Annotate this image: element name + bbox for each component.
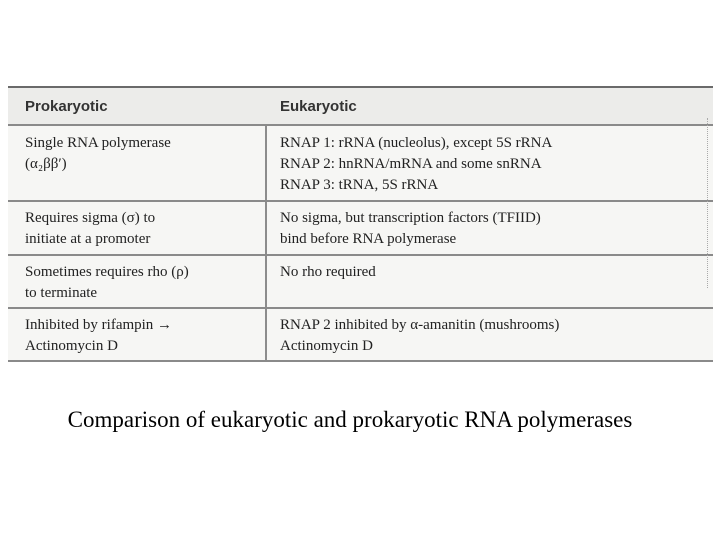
eukaryotic-cell: No sigma, but transcription factors (TFIID) bind before RNA polymerase <box>280 210 541 247</box>
table-header-row <box>8 88 713 126</box>
header-prokaryotic: Prokaryotic <box>25 98 108 115</box>
prokaryotic-cell: Requires sigma (σ) to initiate at a promoter <box>25 210 156 247</box>
eukaryotic-cell: RNAP 2 inhibited by α-amanitin (mushrooms) Actinomycin D <box>280 317 560 354</box>
header-eukaryotic: Eukaryotic <box>280 98 357 115</box>
prokaryotic-cell: Single RNA polymerase (α₂ββ′) <box>25 135 171 172</box>
table-row <box>8 126 713 202</box>
prokaryotic-cell: Inhibited by rifampin → Actinomycin D <box>25 317 173 354</box>
table-row <box>8 202 713 256</box>
table-row <box>8 256 713 309</box>
scan-edge-marks <box>707 118 713 288</box>
table-row <box>8 309 713 358</box>
comparison-table <box>8 86 713 362</box>
prokaryotic-cell: Sometimes requires rho (ρ) to terminate <box>25 264 189 301</box>
slide-caption: Comparison of eukaryotic and prokaryotic RNA polymerases <box>67 407 633 432</box>
eukaryotic-cell: RNAP 1: rRNA (nucleolus), except 5S rRNA RNAP 2: hnRNA/mRNA and some snRNA RNAP 3: tRNA, 5S rRNA <box>280 135 553 193</box>
eukaryotic-cell: No rho required <box>280 264 376 280</box>
